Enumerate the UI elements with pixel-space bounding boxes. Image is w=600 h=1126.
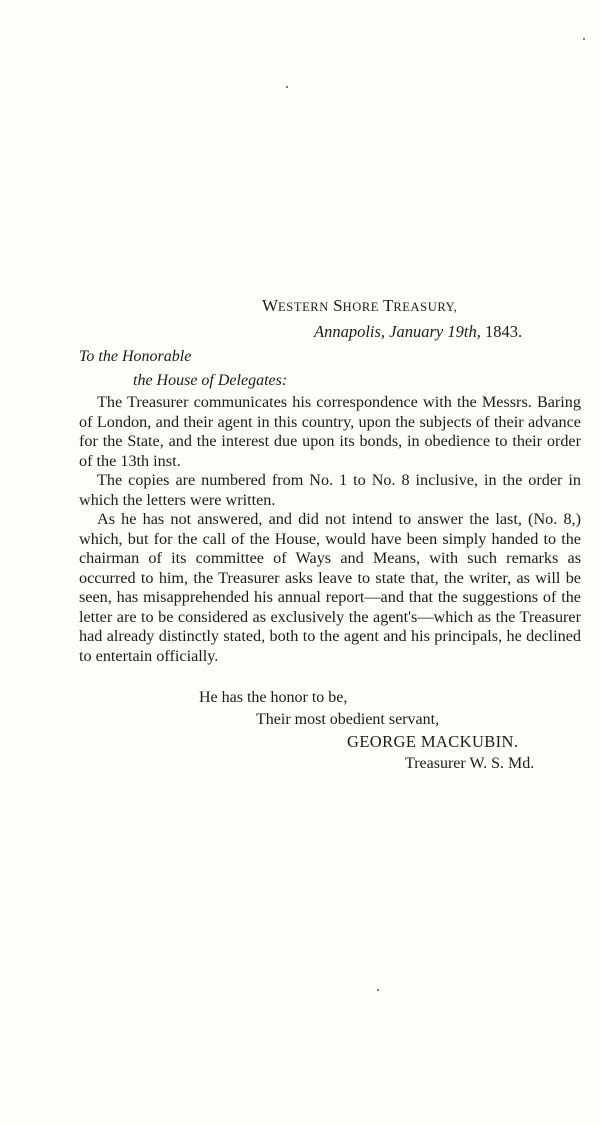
place-name: Annapolis, bbox=[314, 322, 386, 341]
scan-speck bbox=[286, 86, 288, 88]
office-heading: WESTERN SHORE TREASURY, bbox=[262, 296, 458, 315]
paragraph-3: As he has not answered, and did not intend to answer the last, (No. 8,) which, but for the call of the House, would have been simply handed to the chairman of its committee of Ways and Means, with such remarks as occurred to him, the Treasurer asks leave to state that, the writer, as will be seen, has misapprehended his annual report—and that the suggestions of the letter are to be considered as exclusively the agent's—which as the Treasurer had already distinctly stated, both to the agent and his principals, he declined to entertain officially. bbox=[79, 510, 581, 665]
scan-speck bbox=[377, 989, 379, 991]
closing-line-1: He has the honor to be, bbox=[199, 689, 348, 706]
salutation-line-1: To the Honorable bbox=[79, 348, 192, 365]
date-line bbox=[314, 322, 522, 342]
signer-title: Treasurer W. S. Md. bbox=[405, 755, 535, 772]
year-text: 1843. bbox=[484, 322, 523, 341]
signature: GEORGE MACKUBIN. bbox=[347, 732, 519, 751]
letter-body bbox=[79, 393, 581, 666]
closing-line-2: Their most obedient servant, bbox=[256, 711, 440, 728]
paragraph-1: The Treasurer communicates his correspondence with the Messrs. Baring of London, and their agent in this country, upon the subjects of their advance for the State, and the interest due upon its bonds, in obedience to their order of the 13th inst. bbox=[79, 393, 581, 470]
scan-speck bbox=[583, 38, 585, 40]
salutation-line-2: the House of Delegates: bbox=[133, 372, 288, 389]
paragraph-2: The copies are numbered from No. 1 to No. 8 inclusive, in the order in which the letters were written. bbox=[79, 471, 581, 509]
date-text: January 19th, bbox=[389, 322, 481, 341]
